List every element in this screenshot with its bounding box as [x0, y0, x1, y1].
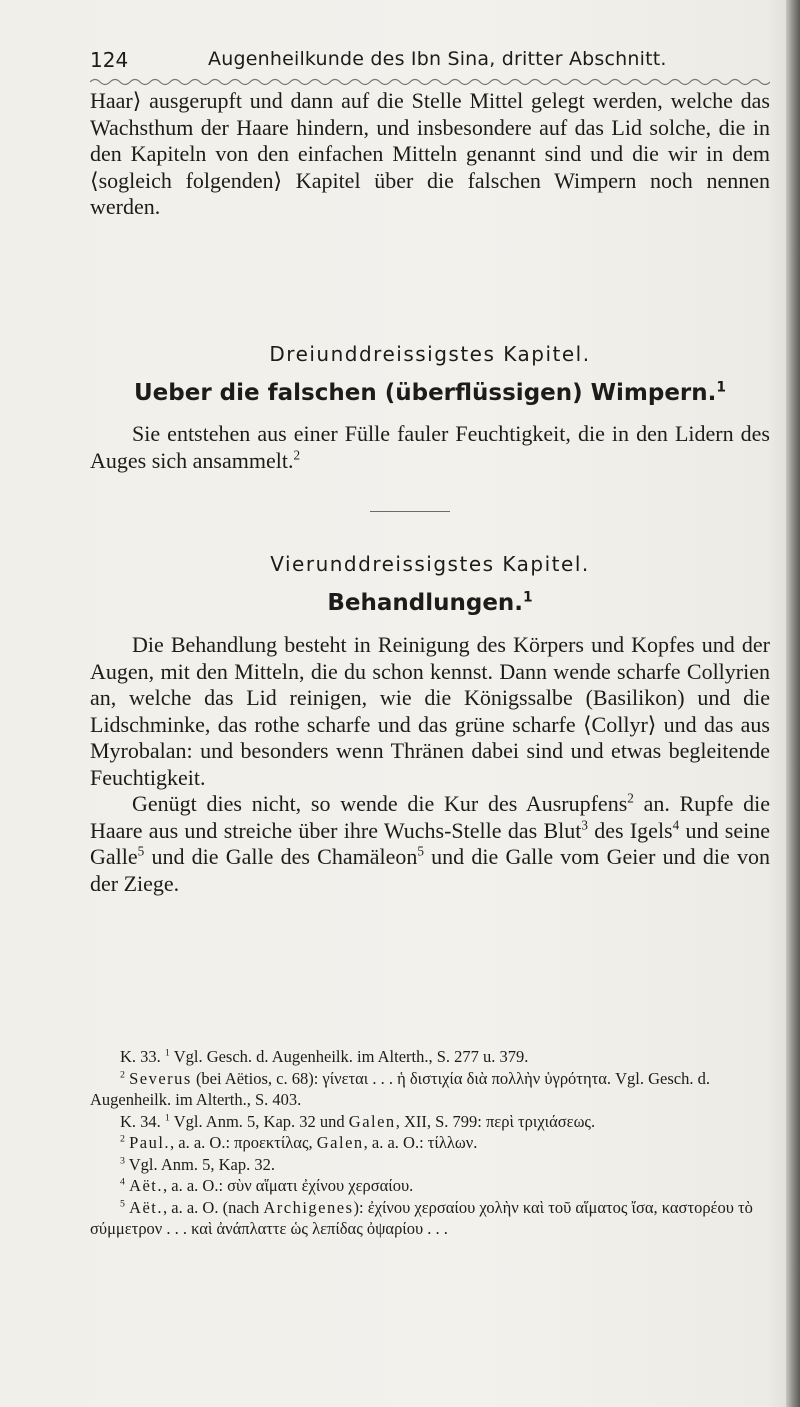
running-head-title: Augenheilkunde des Ibn Sina, dritter Abschnitt. [208, 48, 667, 70]
footnote-k34-5 [90, 1197, 770, 1240]
page-edge-shadow [786, 0, 800, 1407]
footnote-text: Vgl. Gesch. d. Augenheilk. im Alterth., S. 277 u. 379. [173, 1047, 529, 1066]
footnote-chapter-label: K. 34. [120, 1111, 161, 1131]
p2-part-f: und die Galle vom Geier und die von der Ziege. [90, 844, 770, 896]
footnote-number: 3 [120, 1155, 125, 1166]
note-ref-5b: 5 [417, 843, 424, 859]
chapter-33-title-text: Ueber die falschen (überflüssigen) Wimpern. [133, 380, 717, 406]
footnote-author: Aët. [129, 1197, 164, 1217]
chapter-34-title-note: 1 [523, 589, 533, 606]
footnote-k34-3 [90, 1154, 770, 1176]
chapter-34-body [90, 632, 770, 897]
footnote-author: Galen [348, 1111, 396, 1131]
chapter-33-text: Sie entstehen aus einer Fülle fauler Feuchtigkeit, die in den Lidern des Auges sich ansammelt. [90, 421, 770, 473]
running-head [90, 48, 770, 76]
footnote-number: 2 [120, 1069, 125, 1080]
footnote-text: ): ἐχίνου χερσαίου χολὴν καὶ τοῦ αἵματος ἴσα, καστορέου τὸ σύμμετρον . . . καὶ ἀνάπλαττε ὡς λεπίδας ὀψαρίου . . . [90, 1197, 753, 1238]
chapter-34-number: Vierunddreissigstes Kapitel. [270, 552, 590, 576]
footnote-text: , a. a. O.: προεκτίλας, [170, 1133, 313, 1152]
p2-part-d: und seine Galle [90, 817, 771, 869]
footnote-number: 1 [164, 1112, 170, 1123]
p2-part-a: Genügt dies nicht, so wende die Kur des Ausrupfens [132, 791, 628, 816]
footnote-k33-2 [90, 1068, 770, 1111]
footnote-author: Archigenes [263, 1197, 354, 1217]
footnote-k34-4 [90, 1175, 770, 1197]
footnote-text: , a. a. O. (nach [163, 1197, 260, 1217]
footnote-k34-1 [90, 1111, 770, 1133]
note-ref-2: 2 [627, 790, 634, 806]
p2-part-b: an. Rupfe die Haare aus und streiche über ihre Wuchs-Stelle das Blut [90, 791, 770, 843]
chapter-34-paragraph-1: Die Behandlung besteht in Reinigung des Körpers und Kopfes und der Augen, mit den Mitteln, die du schon kennst. Dann wende scharfe Collyrien an, welche das Lid reinigen, wie die Königssalbe (Basilikon) und die Lidschminke, das rothe scharfe und das grüne scharfe ⟨Collyr⟩ und das aus Myrobalan: und besonders wenn Thränen dabei sind und etwas begleitende Feuchtigkeit. [90, 632, 770, 790]
footnote-author: Paul. [129, 1133, 171, 1152]
chapter-33-body [90, 421, 770, 474]
intro-paragraph [90, 88, 770, 221]
chapter-34-paragraph-2 [90, 791, 770, 897]
note-ref-5a: 5 [137, 843, 145, 859]
page-number: 124 [90, 48, 129, 72]
footnote-k33-1 [90, 1046, 770, 1068]
footnote-text: , a. a. O.: σὺν αἵματι ἐχίνου χερσαίου. [163, 1176, 414, 1195]
chapter-33-number: Dreiunddreissigstes Kapitel. [269, 342, 591, 366]
footnote-text: , a. a. O.: τίλλων. [363, 1133, 478, 1152]
chapter-33-title-note: 1 [716, 379, 726, 396]
footnote-text: (bei Aëtios, c. 68): γίνεται . . . ἡ διστιχία διὰ πολλὴν ὑγρότητα. Vgl. Gesch. d. Augenheilk. im Alterth., S. 403. [90, 1068, 710, 1109]
p2-part-c: des Igels [587, 817, 673, 843]
wavy-rule [90, 76, 770, 88]
footnote-text: Vgl. Anm. 5, Kap. 32. [128, 1154, 275, 1174]
chapter-34-title [90, 590, 770, 616]
chapter-33-paragraph [90, 421, 770, 474]
section-divider [370, 511, 450, 512]
chapter-33-note-ref: 2 [293, 447, 301, 463]
p2-part-e: und die Galle des Chamäleon [144, 844, 418, 869]
footnote-text: Vgl. Anm. 5, Kap. 32 und [173, 1111, 345, 1131]
footnote-author: Severus [129, 1068, 192, 1088]
footnote-k34-2 [90, 1132, 770, 1154]
footnote-author: Aët. [129, 1176, 164, 1195]
note-ref-3: 3 [581, 817, 588, 833]
intro-text: Haar⟩ ausgerupft und dann auf die Stelle Mittel gelegt werden, welche das Wachsthum der Haare hindern, und insbesondere auf das Lid solche, die in den Kapiteln von den einfachen Mitteln genannt sind und die wir in dem ⟨sogleich folgenden⟩ Kapitel über die falschen Wimpern noch nennen werden. [90, 88, 770, 219]
footnote-author: Galen [316, 1133, 364, 1152]
footnote-chapter-label: K. 33. [120, 1047, 161, 1066]
note-ref-4: 4 [672, 817, 680, 833]
footnote-text: , XII, S. 799: περὶ τριχιάσεως. [395, 1111, 596, 1131]
chapter-34-title-text: Behandlungen. [327, 590, 524, 616]
footnote-number: 4 [120, 1176, 125, 1188]
footnote-number: 5 [120, 1198, 125, 1209]
footnote-number: 1 [164, 1047, 170, 1059]
footnotes [90, 1046, 770, 1240]
chapter-33-title [90, 380, 770, 406]
footnote-number: 2 [120, 1133, 125, 1145]
